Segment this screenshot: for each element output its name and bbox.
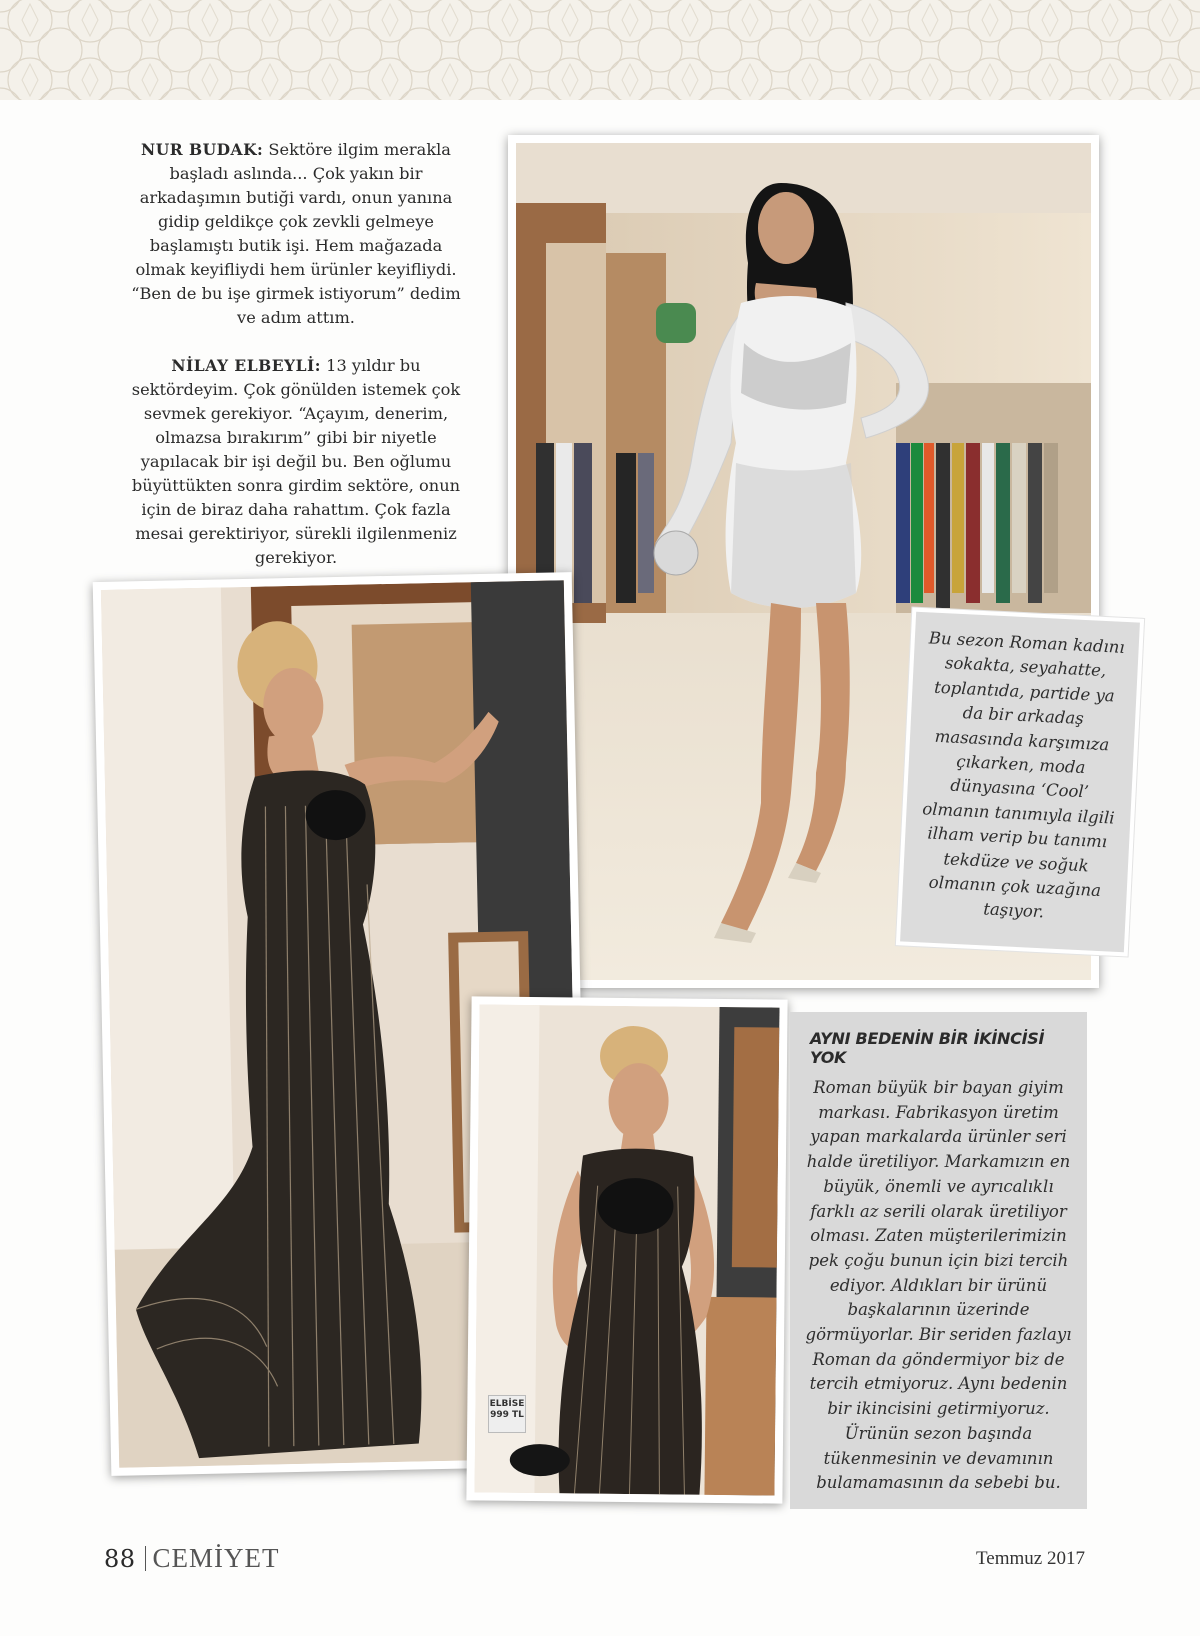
- page-number: 88: [104, 1545, 136, 1573]
- sidebar-box: [790, 1012, 1087, 1509]
- interview-paragraph-nilay-elbeyli: [130, 354, 462, 570]
- pull-quote-text: Bu sezon Roman kadını sokakta, seyahatte, toplantıda, partide ya da bir arkadaş masasında karşımıza çıkarken, moda dünyasına ‘Cool’ olmanın tanımıyla ilgili ilham verip bu tanımı tekdüze ve soğuk olmanın çok uzağına taşıyor.: [921, 628, 1126, 922]
- speaker-name: NUR BUDAK:: [141, 140, 264, 159]
- interview-paragraph-nur-budak: [130, 138, 462, 330]
- pull-quote-box: [900, 612, 1140, 953]
- paragraph-text: 13 yıldır bu sektördeyim. Çok gönülden istemek çok sevmek gerekiyor. “Açayım, denerim, olmazsa bırakırım” gibi bir niyetle yapılacak bir işi değil bu. Ben oğlumu büyüttükten sonra girdim sektöre, onun için de biraz daha rahattım. Çok fazla mesai gerektiriyor, sürekli ilgilenmeniz gerekiyor.: [131, 356, 461, 567]
- sidebar-body: Roman büyük bir bayan giyim markası. Fabrikasyon üretim yapan markalarda ürünler seri halde üretiliyor. Markamızın en büyük, önemli ve ayrıcalıklı farklı az serili olarak üretiliyor olması. Zaten müşterilerimizin pek çoğu bunun için bizi tercih ediyor. Aldıkları bir ürünü başkalarının üzerinde görmüyorlar. Bir seriden fazlayı Roman da göndermiyor biz de tercih etmiyoruz. Aynı bedenin bir ikincisini getirmiyoruz. Ürünün sezon başında tükenmesinin ve devamının bulamamasının da sebebi bu.: [805, 1078, 1072, 1493]
- section-title: CEMİYET: [152, 1543, 280, 1573]
- footer-left: [104, 1543, 280, 1574]
- ornament-pattern: [0, 0, 1200, 100]
- price-tag-price: 999 TL: [490, 1410, 524, 1420]
- footer-divider: [145, 1546, 146, 1571]
- price-tag-item: ELBİSE: [489, 1399, 525, 1409]
- issue-date: Temmuz 2017: [976, 1548, 1085, 1569]
- sidebar-heading: AYNI BEDENİN BİR İKİNCİSİ YOK: [810, 1029, 1045, 1067]
- ornamental-header-band: [0, 0, 1200, 100]
- interview-text: [130, 138, 462, 594]
- speaker-name: NİLAY ELBEYLİ:: [171, 356, 321, 375]
- price-tag: [488, 1395, 526, 1433]
- paragraph-text: Sektöre ilgim merakla başladı aslında... Çok yakın bir arkadaşımın butiği vardı, onun yanına gidip geldikçe çok zevkli gelmeye başlamıştı butik işi. Hem mağazada olmak keyifliydi hem ürünler keyifliydi. “Ben de bu işe girmek istiyorum” dedim ve adım attım.: [131, 140, 461, 327]
